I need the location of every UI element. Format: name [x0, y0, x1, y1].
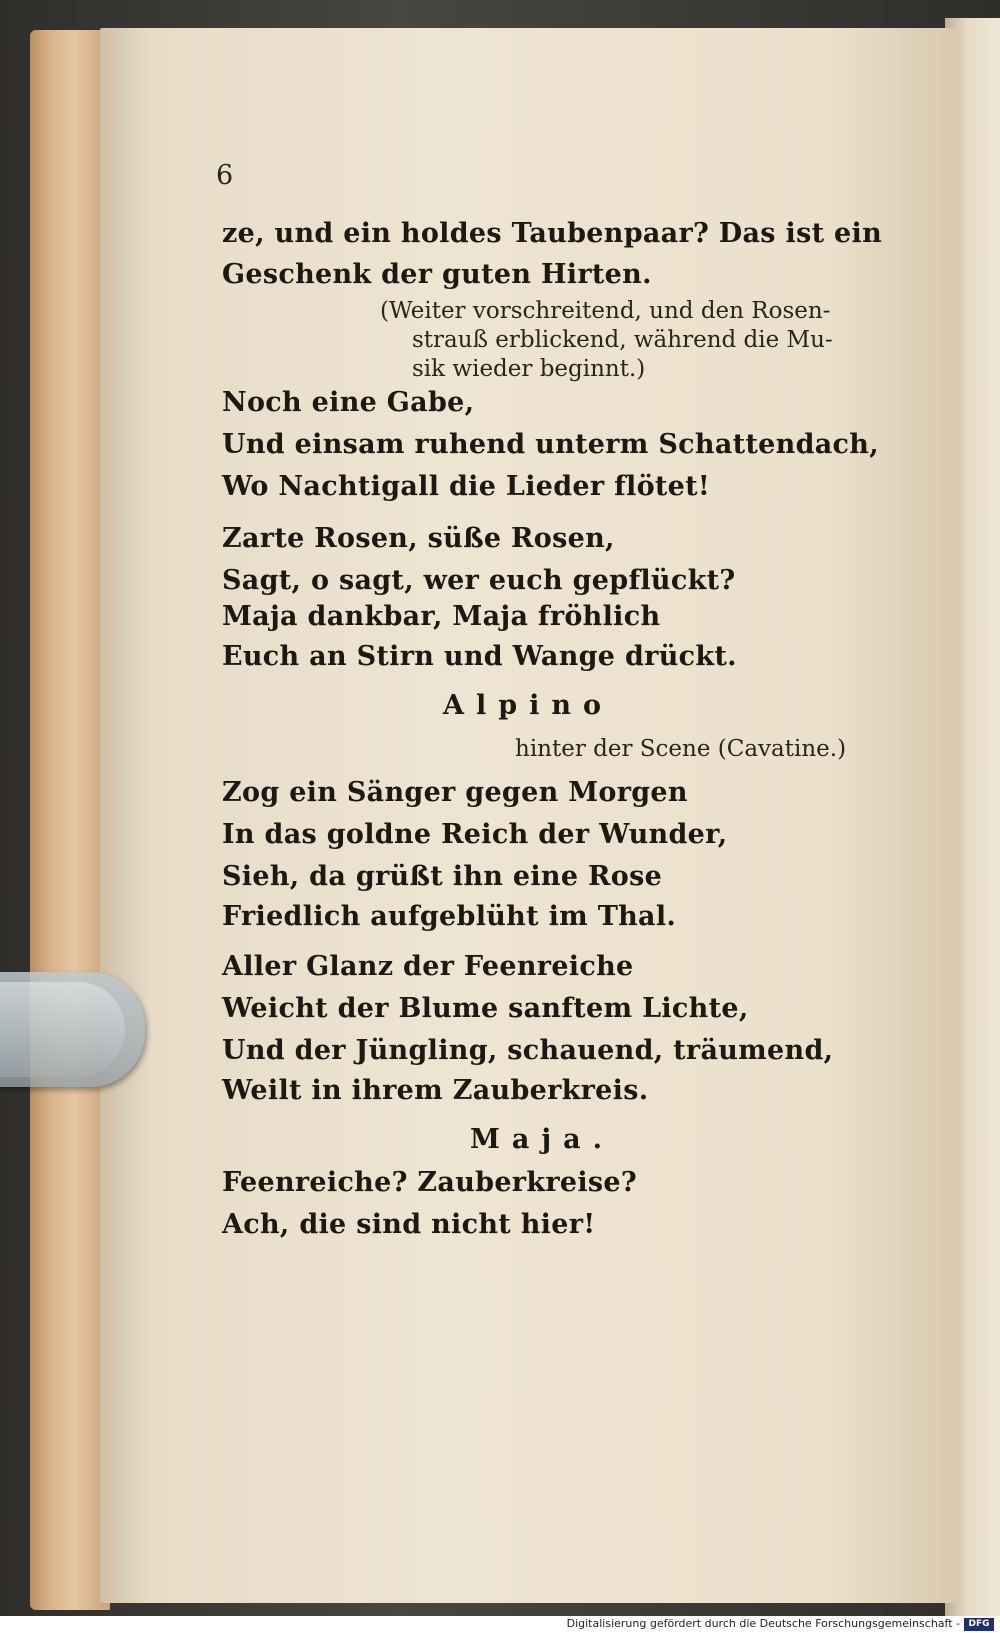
speaker-name: Maja.	[470, 1124, 615, 1155]
stage-direction-line: strauß erblickend, während die Mu-	[412, 327, 833, 353]
verse-line: Noch eine Gabe,	[222, 387, 475, 418]
text-line: ze, und ein holdes Taubenpaar? Das ist ein	[222, 218, 883, 249]
verse-line: Friedlich aufgeblüht im Thal.	[222, 901, 677, 932]
verse-line: Aller Glanz der Feenreiche	[222, 951, 634, 982]
text-line: Geschenk der guten Hirten.	[222, 259, 652, 290]
speaker-name: Alpino	[443, 690, 613, 721]
verse-line: Maja dankbar, Maja fröhlich	[222, 601, 661, 632]
verse-line: Feenreiche? Zauberkreise?	[222, 1167, 637, 1198]
stage-direction-line: sik wieder beginnt.)	[412, 356, 646, 382]
dfg-logo: DFG	[964, 1618, 994, 1631]
verse-line: Zarte Rosen, süße Rosen,	[222, 523, 615, 554]
verse-line: Euch an Stirn und Wange drückt.	[222, 641, 737, 672]
verse-line: Ach, die sind nicht hier!	[222, 1209, 596, 1240]
page-clip	[0, 972, 145, 1087]
book-cover-edge	[30, 30, 110, 1610]
verse-line: Zog ein Sänger gegen Morgen	[222, 777, 688, 808]
digitization-credit: Digitalisierung gefördert durch die Deutsche Forschungsgemeinschaft -	[566, 1617, 960, 1630]
verse-line: Und einsam ruhend unterm Schattendach,	[222, 429, 879, 460]
page-number: 6	[216, 160, 234, 191]
stage-direction-line: hinter der Scene (Cavatine.)	[515, 736, 847, 762]
verse-line: Sieh, da grüßt ihn eine Rose	[222, 861, 663, 892]
verse-line: In das goldne Reich der Wunder,	[222, 819, 728, 850]
verse-line: Weilt in ihrem Zauberkreis.	[222, 1075, 649, 1106]
verse-line: Und der Jüngling, schauend, träumend,	[222, 1035, 834, 1066]
verse-line: Sagt, o sagt, wer euch gepflückt?	[222, 565, 736, 596]
verse-line: Weicht der Blume sanftem Lichte,	[222, 993, 749, 1024]
stage-direction-line: (Weiter vorschreitend, und den Rosen-	[380, 298, 831, 324]
verse-line: Wo Nachtigall die Lieder flötet!	[222, 471, 711, 502]
